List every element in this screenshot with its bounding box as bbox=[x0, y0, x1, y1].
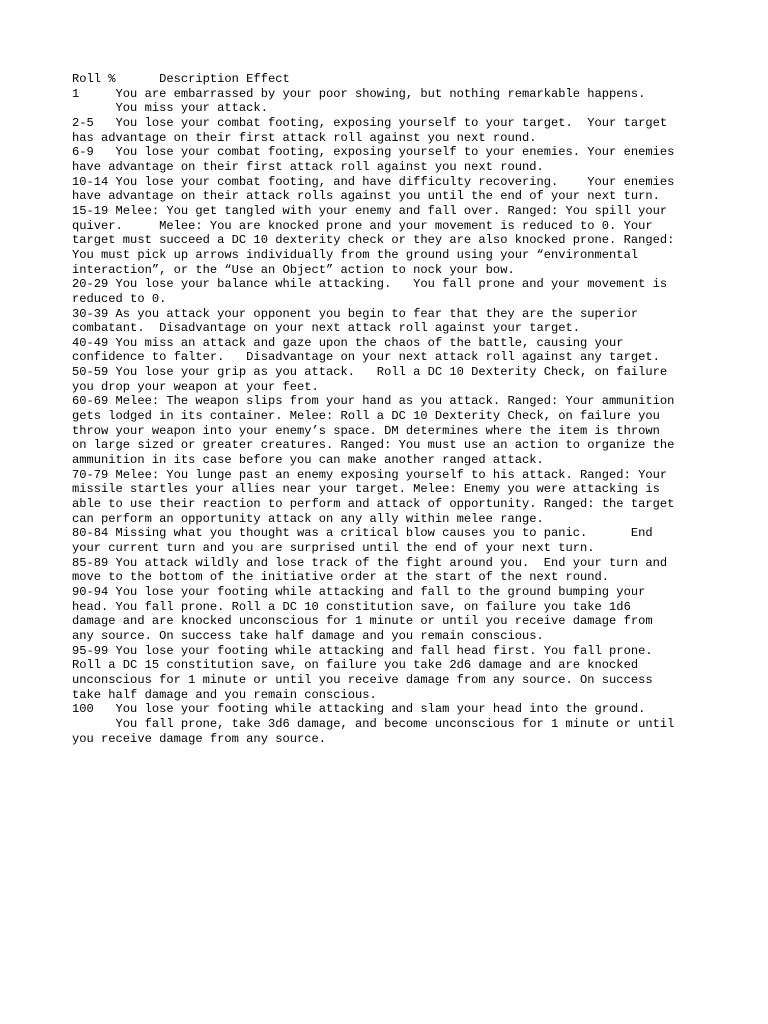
text-line: 15-19 Melee: You get tangled with your enemy and fall over. Ranged: You spill your bbox=[72, 203, 668, 218]
text-line: You must pick up arrows individually from the ground using your “environmental bbox=[72, 247, 639, 262]
text-line: 95-99 You lose your footing while attacking and fall head first. You fall prone. bbox=[72, 643, 653, 658]
text-line: your current turn and you are surprised until the end of your next turn. bbox=[72, 541, 595, 555]
text-line: 50-59 You lose your grip as you attack. Roll a DC 10 Dexterity Check, on failure bbox=[72, 365, 668, 380]
text-line: 10-14 You lose your combat footing, and have difficulty recovering. Your enemies bbox=[72, 174, 675, 189]
text-line: 85-89 You attack wildly and lose track of the fight around you. End your turn and bbox=[72, 555, 668, 570]
text-line: 90-94 You lose your footing while attacking and fall to the ground bumping your bbox=[72, 584, 646, 599]
text-line: 40-49 You miss an attack and gaze upon the chaos of the battle, causing your bbox=[72, 335, 624, 350]
text-line: 70-79 Melee: You lunge past an enemy exposing yourself to his attack. Ranged: Your bbox=[72, 467, 668, 482]
text-line: reduced to 0. bbox=[72, 291, 167, 306]
text-line: 100 You lose your footing while attacking and slam your head into the ground. bbox=[72, 702, 646, 717]
text-line: Roll % Description Effect bbox=[72, 72, 290, 86]
text-line: 80-84 Missing what you thought was a critical blow causes you to panic. End bbox=[72, 526, 653, 541]
text-line: combatant. Disadvantage on your next attack roll against your target. bbox=[72, 321, 581, 336]
text-line: have advantage on their first attack roll against you next round. bbox=[72, 159, 544, 174]
text-line: target must succeed a DC 10 dexterity check or they are also knocked prone. Ranged: bbox=[72, 233, 675, 248]
text-line: 1 You are embarrassed by your poor showing, but nothing remarkable happens. bbox=[72, 86, 646, 101]
text-line: can perform an opportunity attack on any ally within melee range. bbox=[72, 511, 544, 526]
text-line: able to use their reaction to perform and attack of opportunity. Ranged: the target bbox=[72, 497, 675, 512]
text-line: confidence to falter. Disadvantage on your next attack roll against any target. bbox=[72, 350, 660, 365]
text-line: ammunition in its case before you can make another ranged attack. bbox=[72, 453, 544, 468]
text-line: damage and are knocked unconscious for 1 minute or until you receive damage from bbox=[72, 614, 653, 629]
text-line: missile startles your allies near your target. Melee: Enemy you were attacking is bbox=[72, 482, 660, 497]
document-page bbox=[72, 72, 712, 746]
text-line: has advantage on their first attack roll against you next round. bbox=[72, 130, 537, 145]
text-line: 6-9 You lose your combat footing, exposing yourself to your enemies. Your enemies bbox=[72, 145, 675, 160]
text-line: head. You fall prone. Roll a DC 10 constitution save, on failure you take 1d6 bbox=[72, 599, 631, 614]
text-line: take half damage and you remain conscious. bbox=[72, 687, 377, 702]
text-line: You miss your attack. bbox=[72, 101, 268, 116]
text-line: any source. On success take half damage and you remain conscious. bbox=[72, 628, 544, 643]
text-line: move to the bottom of the initiative order at the start of the next round. bbox=[72, 570, 610, 585]
text-line: gets lodged in its container. Melee: Roll a DC 10 Dexterity Check, on failure you bbox=[72, 409, 660, 424]
text-line: 60-69 Melee: The weapon slips from your hand as you attack. Ranged: Your ammunition bbox=[72, 394, 675, 409]
text-line: 30-39 As you attack your opponent you begin to fear that they are the superior bbox=[72, 306, 639, 321]
text-line: 20-29 You lose your balance while attacking. You fall prone and your movement is bbox=[72, 277, 668, 292]
text-line: interaction”, or the “Use an Object” action to nock your bow. bbox=[72, 262, 515, 277]
fumble-table-text bbox=[72, 72, 712, 746]
text-line: on large sized or greater creatures. Ranged: You must use an action to organize the bbox=[72, 438, 675, 453]
text-line: throw your weapon into your enemy’s space. DM determines where the item is thrown bbox=[72, 423, 660, 438]
text-line: quiver. Melee: You are knocked prone and your movement is reduced to 0. Your bbox=[72, 218, 653, 233]
text-line: you receive damage from any source. bbox=[72, 731, 327, 746]
text-line: Roll a DC 15 constitution save, on failure you take 2d6 damage and are knocked bbox=[72, 658, 639, 673]
text-line: 2-5 You lose your combat footing, exposing yourself to your target. Your target bbox=[72, 115, 668, 130]
text-line: You fall prone, take 3d6 damage, and become unconscious for 1 minute or until bbox=[72, 716, 675, 731]
text-line: unconscious for 1 minute or until you receive damage from any source. On success bbox=[72, 672, 653, 687]
text-line: have advantage on their attack rolls against you until the end of your next turn. bbox=[72, 189, 660, 204]
text-line: you drop your weapon at your feet. bbox=[72, 379, 319, 394]
